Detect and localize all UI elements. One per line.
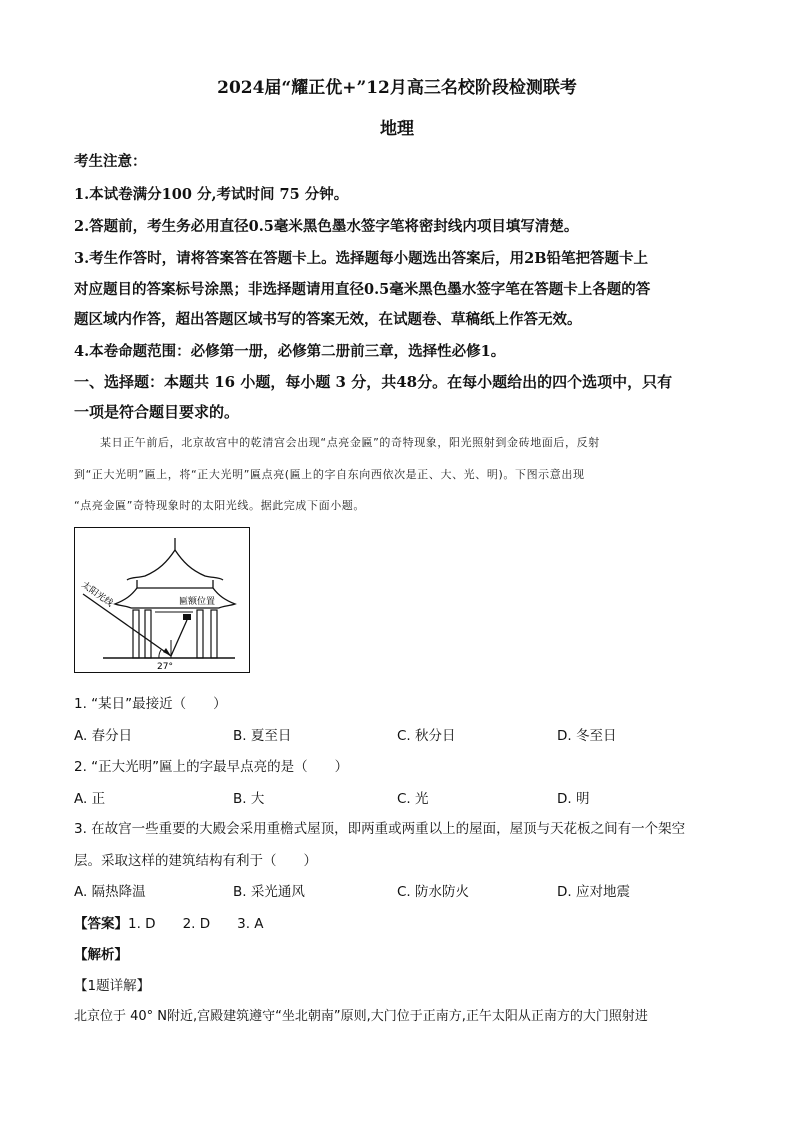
palace-sunlight-figure (75, 528, 248, 671)
question-1-option-c[interactable]: C. 秋分日 (397, 728, 456, 744)
column-right-outer (211, 610, 217, 658)
question-1-option-d[interactable]: D. 冬至日 (557, 728, 617, 744)
question-3-stem: 3. 在故宫一些重要的大殿会采用重檐式屋顶，即两重或两重以上的屋面，屋顶与天花板之间有一个架空 (74, 821, 686, 837)
passage-line-2: 到“正大光明”匾上，将“正大光明”匾点亮(匾上的字自东向西依次是正、大、光、明)。下图示意出现 (74, 468, 585, 481)
section-heading: 一、选择题：本题共 16 小题，每小题 3 分，共48分。在每小题给出的四个选项中，只有 (74, 373, 673, 391)
upper-roof-right (175, 550, 223, 580)
subject-title: 地理 (380, 119, 414, 139)
notice-item-2: 2.答题前，考生务必用直径0.5毫米黑色墨水签字笔将密封线内项目填写清楚。 (74, 218, 579, 235)
answer-text: 1. D 2. D 3. A (128, 916, 264, 932)
lower-roof-left (115, 588, 137, 608)
plaque-marker (183, 614, 191, 620)
passage-line-3: “点亮金匾”奇特现象时的太阳光线。据此完成下面小题。 (74, 499, 365, 512)
lower-roof-right (213, 588, 235, 608)
passage-line-1: 某日正午前后，北京故宫中的乾清宫会出现“点亮金匾”的奇特现象，阳光照射到金砖地面后，反射 (100, 436, 600, 449)
column-left-inner (145, 610, 151, 658)
detail-heading: 【1题详解】 (74, 978, 151, 994)
question-2-option-a[interactable]: A. 正 (74, 791, 106, 807)
question-3-option-c[interactable]: C. 防水防火 (397, 884, 470, 900)
notice-heading: 考生注意： (74, 153, 147, 170)
question-2-option-b[interactable]: B. 大 (233, 791, 265, 807)
question-2-stem: 2. “正大光明”匾上的字最早点亮的是（ ） (74, 759, 349, 775)
detail-text: 北京位于 40° N附近,宫殿建筑遵守“坐北朝南”原则,大门位于正南方,正午太阳从正南方的大门照射进 (74, 1009, 648, 1024)
section-heading-cont: 一项是符合题目要求的。 (74, 403, 240, 421)
exam-title: 2024届“耀正优+”12月高三名校阶段检测联考 (217, 78, 577, 98)
sunlight-diagram (74, 527, 250, 673)
question-1-option-b[interactable]: B. 夏至日 (233, 728, 292, 744)
analysis-tag: 【解析】 (74, 947, 128, 963)
column-left-outer (133, 610, 139, 658)
notice-item-3-cont: 对应题目的答案标号涂黑；非选择题请用直径0.5毫米黑色墨水签字笔在答题卡上各题的答 (74, 281, 651, 298)
question-2-option-d[interactable]: D. 明 (557, 791, 590, 807)
angle-label: 27° (157, 662, 173, 671)
reflected-ray (171, 620, 187, 656)
question-2-option-c[interactable]: C. 光 (397, 791, 429, 807)
question-3-option-d[interactable]: D. 应对地震 (557, 884, 630, 900)
angle-arc (159, 650, 161, 658)
answer-row (74, 912, 264, 932)
question-1-option-a[interactable]: A. 春分日 (74, 728, 133, 744)
column-right-inner (197, 610, 203, 658)
question-3-option-a[interactable]: A. 隔热降温 (74, 884, 146, 900)
notice-item-3: 3.考生作答时，请将答案答在答题卡上。选择题每小题选出答案后，用2B铅笔把答题卡上 (74, 250, 648, 267)
notice-item-3-cont2: 题区域内作答，超出答题区域书写的答案无效，在试题卷、草稿纸上作答无效。 (74, 311, 582, 328)
sun-ray-label: 太阳光线 (79, 580, 115, 610)
upper-roof-left (127, 550, 175, 580)
incoming-sun-ray (83, 594, 171, 656)
plaque-position-label: 匾额位置 (179, 597, 216, 607)
upper-wall (137, 580, 213, 588)
question-1-stem: 1. “某日”最接近（ ） (74, 696, 227, 712)
question-3-stem-cont: 层。采取这样的建筑结构有利于（ ） (74, 853, 317, 869)
ray-arrowhead (163, 648, 171, 656)
notice-item-4: 4.本卷命题范围：必修第一册，必修第二册前三章，选择性必修1。 (74, 343, 506, 360)
notice-item-1: 1.本试卷满分100 分,考试时间 75 分钟。 (74, 186, 349, 203)
answer-tag: 【答案】 (74, 916, 128, 932)
question-3-option-b[interactable]: B. 采光通风 (233, 884, 305, 900)
